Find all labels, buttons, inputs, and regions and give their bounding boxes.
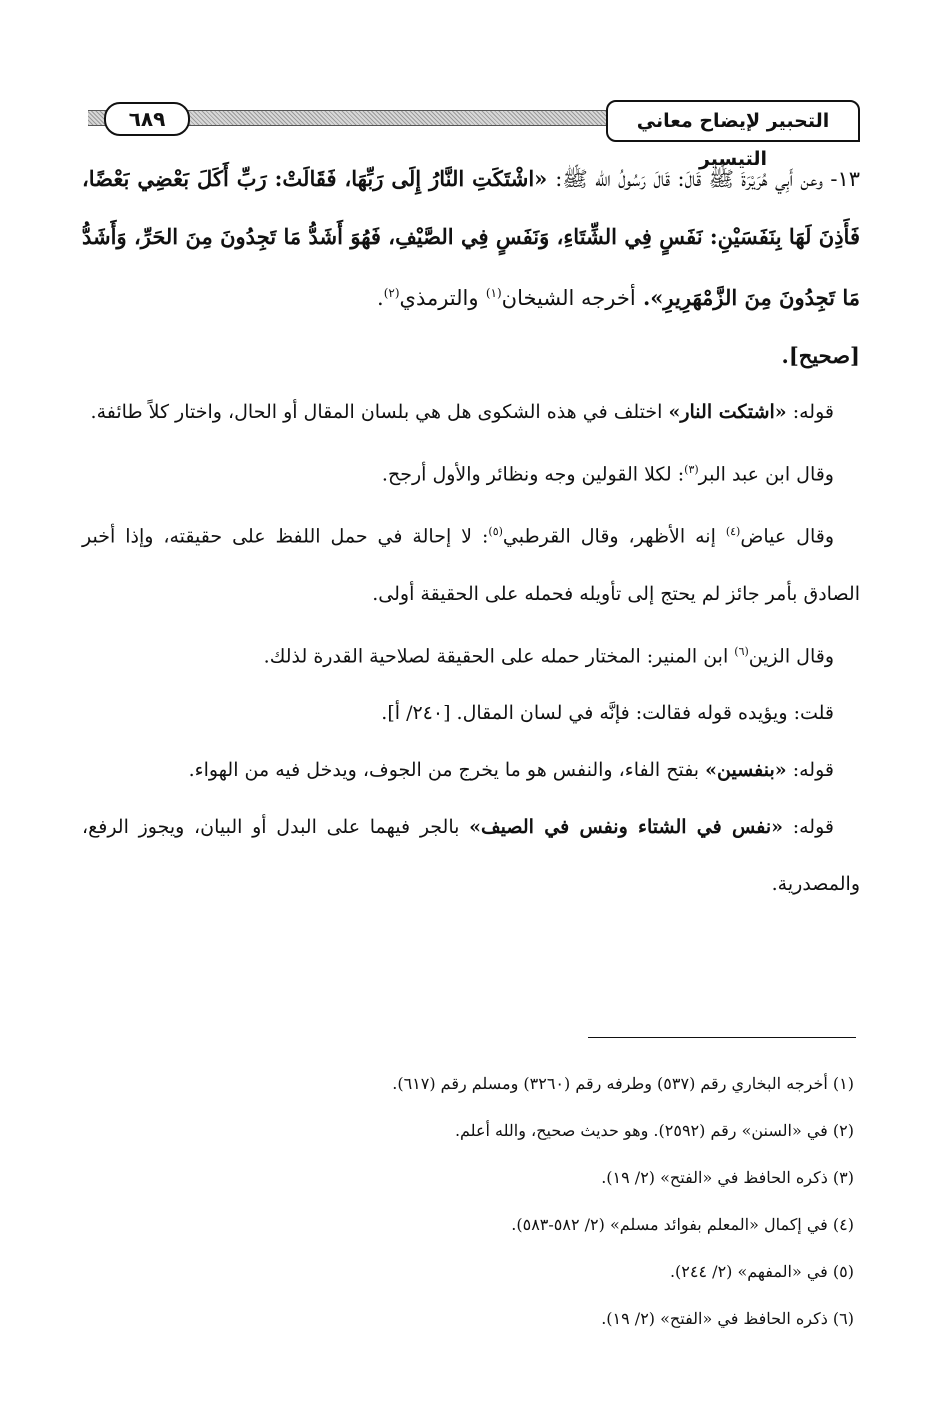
hadith-source-1: أخرجه الشيخان	[501, 286, 636, 310]
hadith-source-2: والترمذي	[399, 286, 479, 310]
footnote-ref-2: (٢)	[383, 286, 400, 300]
footnote-ref-6: (٦)	[734, 644, 749, 658]
running-title: التحبير لإيضاح معاني التيسير	[606, 100, 860, 142]
hadith-grade: [صحيح].	[781, 343, 860, 368]
footnote-item: (٣) ذكره الحافظ في «الفتح» (٢/ ١٩).	[601, 1168, 854, 1187]
commentary-paragraph: قوله: «بنفسين» بفتح الفاء، والنفس هو ما يخرج من الجوف، ويدخل فيه من الهواء.	[188, 758, 834, 781]
footnote-item: (٤) في إكمال «المعلم بفوائد مسلم» (٢/ ٥٨٢-٥٨٣).	[511, 1215, 854, 1234]
footnote-ref-4: (٤)	[725, 525, 741, 539]
commentary-paragraph: قلت: ويؤيده قوله فقالت: فإنَّه في لسان المقال. [٢٤٠/ أ].	[381, 701, 834, 724]
commentary-paragraph: وقال الزين$^{(٦)}$ ابن المنير: المختار حمله على الحقيقة لصلاحية القدرة لذلك.	[263, 644, 834, 667]
footnote-item: (٦) ذكره الحافظ في «الفتح» (٢/ ١٩).	[601, 1309, 854, 1328]
footnote-separator	[588, 1037, 856, 1038]
page-number: ٦٨٩	[104, 102, 190, 136]
commentary-paragraph: وقال عياض$^{(٤)}$ إنه الأظهر، وقال القرطبي$^{(٥)}$: لا إحالة في حمل اللفظ على حقيقته، وإذا أخبر الصادق بأمر جائز لم يحتج إلى تأويله فحمله على الحقيقة أولى.	[82, 525, 860, 605]
commentary-paragraph: قوله: «اشتكت النار» اختلف في هذه الشكوى هل هي بلسان المقال أو الحال، واختار كلاً طائفة.	[90, 401, 834, 423]
footnote-ref-1: (١)	[485, 286, 502, 300]
quoted-phrase: «اشتكت النار»	[668, 401, 787, 423]
hadith-block: ١٣- وعن أَبِي هُرَيْرَةَ ﷺ قَالَ: قَالَ رَسُولُ الله ﷺ: «اشْتَكَتِ النَّارُ إِلَى رَبِّهَا، فَقَالَتْ: رَبِّ أَكَلَ بَعْضِي بَعْضًا، فَأَذِنَ لَهَا بِنَفَسَيْنِ: نَفَسٍ فِي الشِّتَاءِ، وَنَفَسٍ فِي الصَّيْفِ، فَهُوَ أَشَدُّ مَا تَجِدُونَ مِنَ الحَرِّ، وَأَشَدُّ مَا تَجِدُونَ مِنَ الزَّمْهَرِيرِ». أخرجه الشيخان$^{(١)}$ والترمذي$^{(٢)}$. [صحيح].	[82, 150, 860, 384]
footnote-ref-3: (٣)	[684, 463, 699, 476]
hadith-text: «اشْتَكَتِ النَّارُ إِلَى رَبِّهَا، فَقَالَتْ: رَبِّ أَكَلَ بَعْضِي بَعْضًا، فَأَذِنَ لَهَا بِنَفَسَيْنِ: نَفَسٍ فِي الشِّتَاءِ، وَنَفَسٍ فِي الصَّيْفِ، فَهُوَ أَشَدُّ مَا تَجِدُونَ مِنَ الحَرِّ، وَأَشَدُّ مَا تَجِدُونَ مِنَ الزَّمْهَرِيرِ».	[82, 166, 860, 310]
footnote-ref-5: (٥)	[488, 525, 503, 539]
hadith-narrator: ١٣- وعن أَبِي هُرَيْرَةَ ﷺ قَالَ: قَالَ رَسُولُ الله ﷺ:	[555, 167, 860, 191]
commentary-paragraph: وقال ابن عبد البر$^{(٣)}$: لكلا القولين وجه ونظائر والأول أرجح.	[381, 463, 834, 486]
main-text	[82, 150, 860, 913]
page-header	[88, 102, 860, 170]
footnotes	[82, 1060, 860, 1342]
quoted-phrase: «نفس في الشتاء ونفس في الصيف»	[469, 815, 783, 838]
quoted-phrase: «بنفسين»	[705, 758, 787, 781]
footnote-item: (١) أخرجه البخاري رقم (٥٣٧) وطرفه رقم (٣٢٦٠) ومسلم رقم (٦١٧).	[392, 1074, 854, 1093]
footnote-item: (٥) في «المفهم» (٢/ ٢٤٤).	[669, 1262, 854, 1281]
footnote-item: (٢) في «السنن» رقم (٢٥٩٢). وهو حديث صحيح، والله أعلم.	[454, 1121, 854, 1140]
commentary-paragraph: قوله: «نفس في الشتاء ونفس في الصيف» بالجر فيهما على البدل أو البيان، ويجوز الرفع، والمصدرية.	[82, 815, 860, 895]
